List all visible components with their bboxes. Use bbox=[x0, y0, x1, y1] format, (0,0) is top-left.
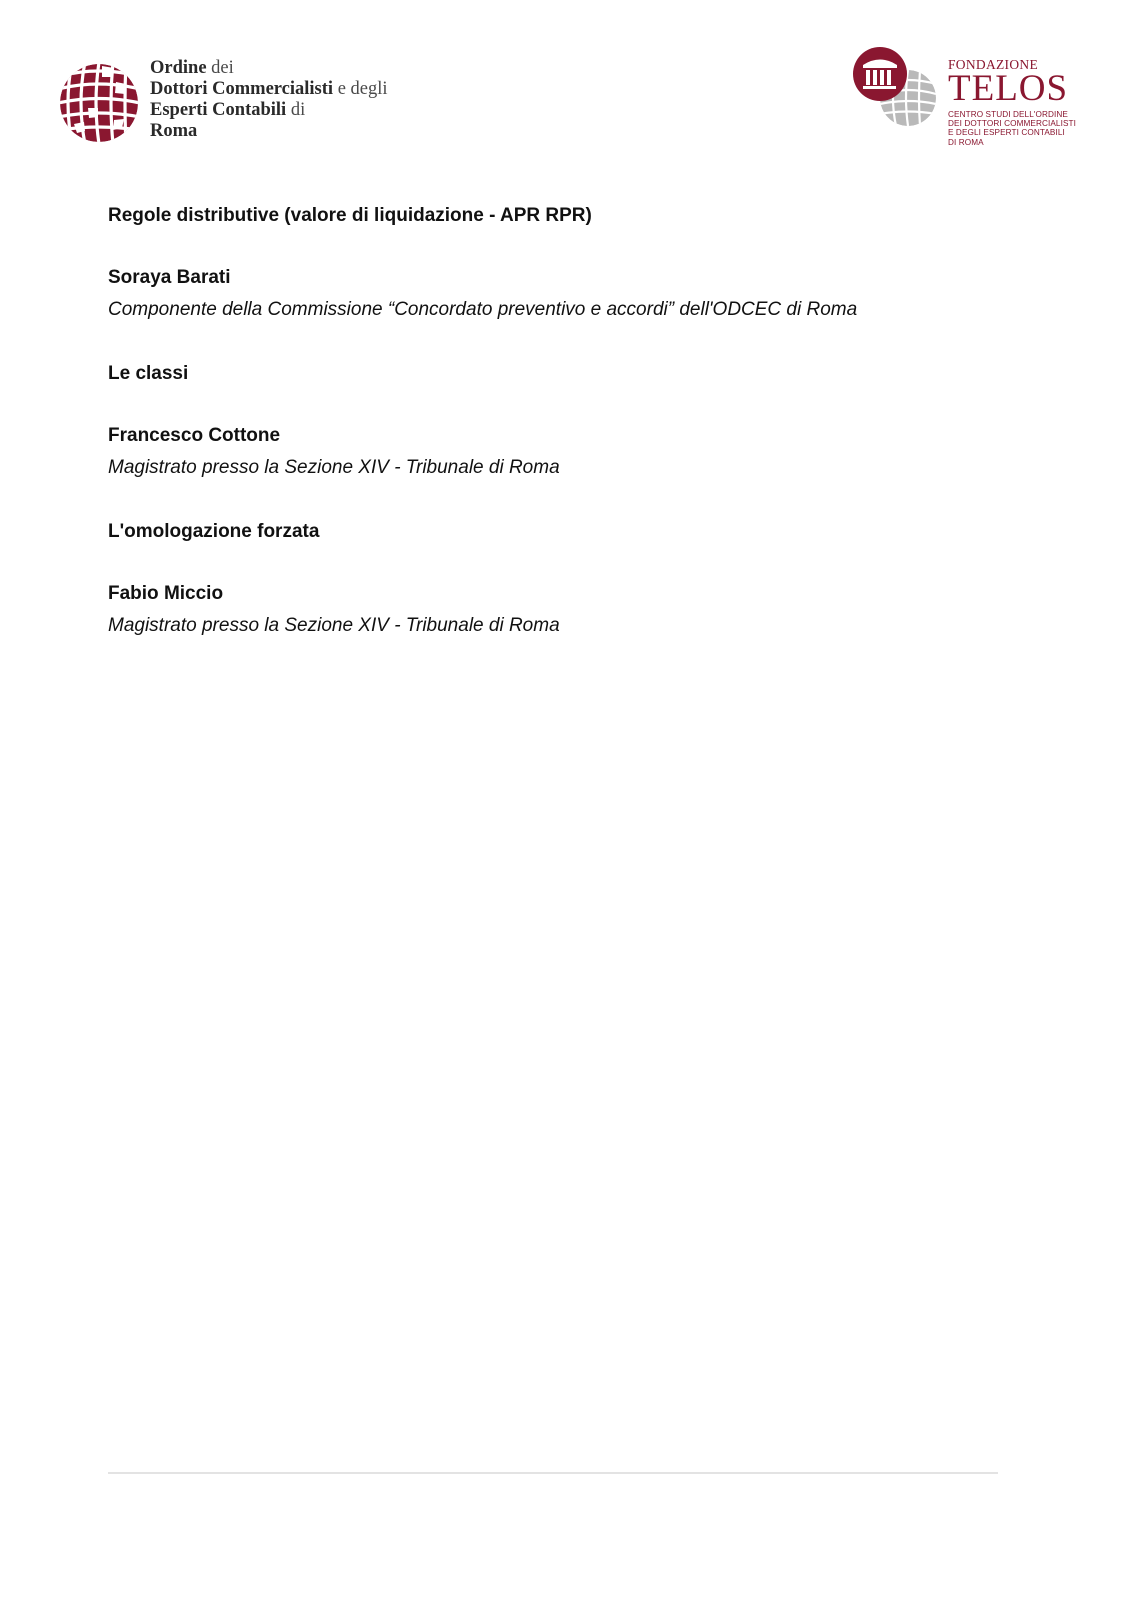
org-line-3 bbox=[150, 100, 388, 121]
program-item bbox=[108, 520, 1008, 638]
odcec-roma-logo bbox=[58, 58, 438, 148]
speaker-name: Soraya Barati bbox=[108, 267, 231, 288]
org-line-4 bbox=[150, 121, 388, 142]
program-content bbox=[108, 204, 1008, 638]
speaker-role: Magistrato presso la Sezione XIV - Tribunale di Roma bbox=[108, 457, 560, 478]
fondazione-telos-logo bbox=[852, 46, 1082, 156]
topic-title: L'omologazione forzata bbox=[108, 521, 320, 542]
speaker-name: Francesco Cottone bbox=[108, 425, 281, 446]
org-line-1 bbox=[150, 58, 388, 79]
speaker-role: Magistrato presso la Sezione XIV - Tribunale di Roma bbox=[108, 615, 560, 636]
org-line-2-normal: e degli bbox=[333, 79, 388, 99]
fondazione-label: FONDAZIONE bbox=[948, 57, 1038, 72]
program-item bbox=[108, 204, 1008, 362]
org-line-1-normal: dei bbox=[206, 58, 234, 78]
org-name bbox=[150, 58, 388, 142]
globe-icon bbox=[58, 62, 140, 144]
speaker-name: Fabio Miccio bbox=[108, 583, 224, 604]
telos-text bbox=[948, 58, 1076, 147]
telos-sub-line: DEI DOTTORI COMMERCIALISTI bbox=[948, 119, 1076, 129]
speaker-role: Componente della Commissione “Concordato preventivo e accordi” dell'ODCEC di Roma bbox=[108, 299, 858, 320]
topic-title: Regole distributive (valore di liquidazione - APR RPR) bbox=[108, 205, 592, 226]
telos-sub-line: E DEGLI ESPERTI CONTABILI bbox=[948, 128, 1065, 138]
footer-divider bbox=[108, 1472, 998, 1474]
telos-sub-line: CENTRO STUDI DELL'ORDINE bbox=[948, 110, 1068, 119]
telos-label: TELOS bbox=[948, 68, 1069, 109]
org-line-2-bold: Dottori Commercialisti bbox=[150, 79, 334, 99]
topic-title: Le classi bbox=[108, 363, 189, 384]
org-line-3-normal: di bbox=[286, 100, 306, 120]
org-line-4-bold: Roma bbox=[150, 121, 198, 141]
org-line-3-bold: Esperti Contabili bbox=[150, 100, 287, 120]
telos-sub-line: DI ROMA bbox=[948, 137, 984, 147]
org-line-1-bold: Ordine bbox=[150, 58, 207, 78]
org-line-2 bbox=[150, 79, 388, 100]
program-item bbox=[108, 362, 1008, 520]
temple-globe-icon bbox=[852, 46, 944, 132]
telos-subtitle bbox=[948, 110, 1076, 147]
